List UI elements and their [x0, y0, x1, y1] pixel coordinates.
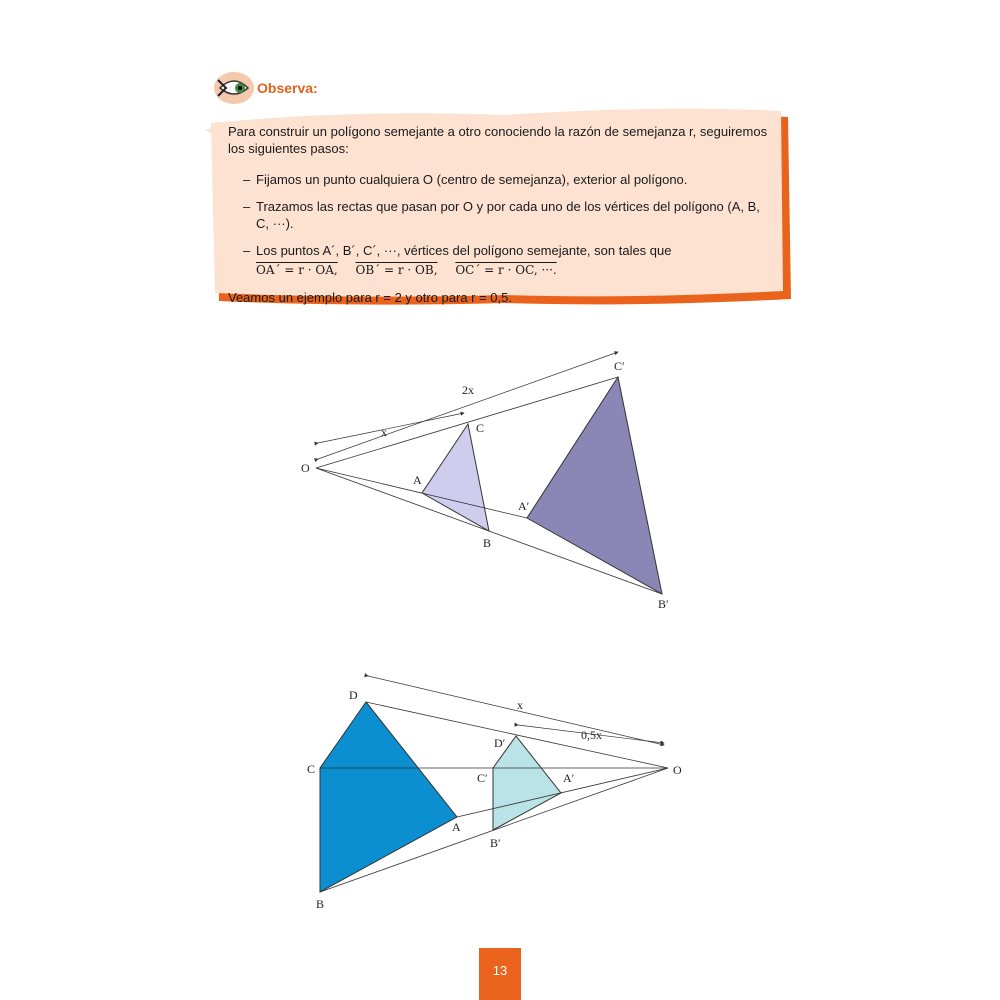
dimension-x	[318, 413, 464, 443]
label-a: A	[452, 820, 461, 834]
label-dist-05x: 0,5x	[581, 728, 602, 742]
figure-r2	[301, 352, 669, 611]
label-a: A	[413, 473, 422, 487]
section-title: Observa:	[257, 80, 318, 96]
page-number-box	[479, 948, 521, 1000]
quad-abcd	[320, 702, 457, 892]
label-c: C	[476, 421, 485, 435]
list-dash: –	[243, 199, 251, 214]
label-o: O	[301, 461, 310, 475]
label-d: D	[349, 688, 358, 702]
label-c-prime: C′	[614, 359, 625, 373]
label-d-prime: D′	[494, 736, 506, 750]
label-o: O	[673, 763, 682, 777]
label-dist-x: x	[381, 425, 387, 439]
intro-text: Para construir un polígono semejante a otro conociendo la razón de semejanza r, seguiremos los siguientes pasos:	[228, 124, 768, 156]
label-c-prime: C′	[477, 771, 488, 785]
label-c: C	[307, 762, 316, 776]
label-b: B	[316, 897, 325, 911]
label-dist-2x: 2x	[462, 383, 474, 397]
triangle-a2b2c2	[527, 377, 662, 594]
formula-term: OB´ = r · OB,	[355, 263, 438, 277]
quad-a2b2c2d2	[493, 736, 561, 830]
formula-term: OC´ = r · OC, ···.	[455, 263, 557, 277]
label-b-prime: B′	[490, 836, 501, 850]
label-b: B	[483, 536, 492, 550]
figure-r05	[307, 676, 682, 911]
closing-text: Veamos un ejemplo para r = 2 y otro para r = 0,5.	[228, 290, 512, 305]
step-text: Los puntos A´, B´, C´, ···, vértices del polígono semejante, son tales que	[256, 243, 672, 258]
label-a-prime: A′	[518, 499, 530, 513]
label-b-prime: B′	[658, 597, 669, 611]
label-a-prime: A′	[563, 771, 575, 785]
label-dist-x: x	[517, 698, 523, 712]
step-text: Fijamos un punto cualquiera O (centro de semejanza), exterior al polígono.	[256, 172, 688, 187]
triangle-abc	[422, 424, 489, 531]
list-dash: –	[243, 243, 251, 258]
formula-term: OA´ = r · OA,	[256, 263, 338, 277]
page-number: 13	[492, 963, 508, 978]
step-text: Trazamos las rectas que pasan por O y por cada uno de los vértices del polígono (A, B, C, ···).	[256, 199, 760, 231]
list-dash: –	[243, 172, 251, 187]
